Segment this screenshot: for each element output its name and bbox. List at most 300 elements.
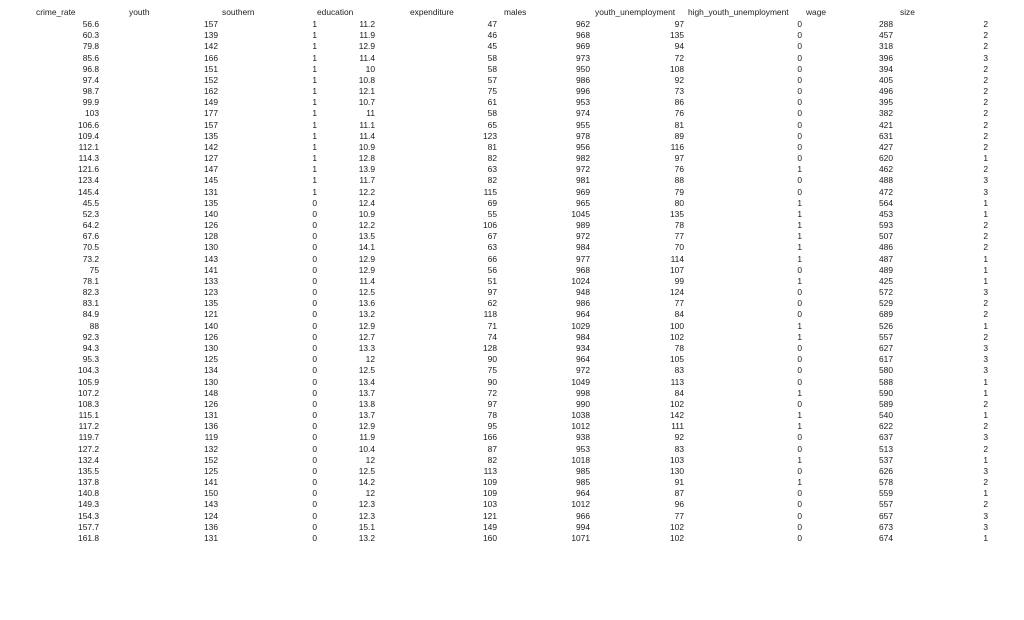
cell-high-youth-unemployment: 1 [797, 242, 802, 253]
cell-expenditure: 109 [483, 477, 497, 488]
cell-expenditure: 66 [487, 253, 497, 264]
cell-youth: 136 [204, 521, 218, 532]
cell-youth: 125 [204, 465, 218, 476]
cell-youth: 130 [204, 242, 218, 253]
cell-education: 10.4 [358, 443, 375, 454]
cell-males: 989 [576, 220, 590, 231]
cell-expenditure: 69 [487, 197, 497, 208]
table-row [0, 254, 1024, 265]
cell-wage: 564 [879, 197, 893, 208]
cell-wage: 620 [879, 153, 893, 164]
cell-size: 3 [983, 354, 988, 365]
cell-youth: 152 [204, 454, 218, 465]
cell-high-youth-unemployment: 0 [797, 488, 802, 499]
cell-crime-rate: 52.3 [82, 208, 99, 219]
cell-crime-rate: 115.1 [78, 410, 99, 421]
cell-males: 1038 [571, 410, 590, 421]
cell-expenditure: 166 [483, 432, 497, 443]
cell-youth: 119 [204, 432, 218, 443]
cell-high-youth-unemployment: 0 [797, 175, 802, 186]
cell-education: 11.2 [359, 19, 375, 29]
table-row [0, 142, 1024, 153]
cell-size: 2 [983, 119, 988, 130]
cell-wage: 580 [879, 365, 893, 376]
cell-expenditure: 81 [487, 141, 497, 152]
cell-high-youth-unemployment: 0 [797, 298, 802, 309]
cell-males: 982 [576, 153, 590, 164]
cell-high-youth-unemployment: 0 [797, 30, 802, 41]
cell-southern: 1 [312, 130, 317, 141]
cell-high-youth-unemployment: 0 [797, 532, 802, 543]
cell-expenditure: 58 [487, 52, 497, 63]
cell-youth-unemployment: 87 [674, 488, 684, 499]
cell-southern: 1 [312, 63, 317, 74]
cell-wage: 488 [879, 175, 893, 186]
cell-youth: 143 [204, 499, 218, 510]
cell-education: 12.9 [358, 421, 375, 432]
cell-southern: 0 [312, 387, 317, 398]
cell-expenditure: 87 [487, 443, 497, 454]
table-row [0, 477, 1024, 488]
table-row [0, 86, 1024, 97]
table-row [0, 499, 1024, 510]
cell-youth: 162 [204, 86, 218, 97]
cell-males: 984 [576, 242, 590, 253]
cell-size: 2 [983, 108, 988, 119]
cell-southern: 0 [312, 264, 317, 275]
cell-education: 13.8 [358, 398, 375, 409]
cell-size: 2 [983, 220, 988, 231]
cell-expenditure: 62 [487, 298, 497, 309]
cell-wage: 462 [879, 164, 893, 175]
cell-youth: 157 [204, 19, 218, 29]
cell-size: 1 [983, 532, 988, 543]
cell-youth: 131 [204, 186, 218, 197]
cell-youth: 143 [204, 253, 218, 264]
cell-southern: 0 [312, 465, 317, 476]
cell-crime-rate: 109.4 [78, 130, 99, 141]
cell-males: 969 [576, 41, 590, 52]
cell-education: 13.5 [358, 231, 375, 242]
cell-crime-rate: 132.4 [78, 454, 99, 465]
table-row [0, 432, 1024, 443]
cell-males: 1012 [571, 421, 590, 432]
cell-crime-rate: 99.9 [82, 97, 99, 108]
cell-education: 10.7 [358, 97, 375, 108]
cell-expenditure: 58 [487, 63, 497, 74]
cell-education: 12.9 [358, 253, 375, 264]
cell-size: 3 [983, 342, 988, 353]
cell-males: 996 [576, 86, 590, 97]
cell-education: 12.9 [358, 320, 375, 331]
cell-wage: 540 [879, 410, 893, 421]
cell-wage: 425 [879, 275, 893, 286]
cell-size: 2 [983, 97, 988, 108]
cell-expenditure: 109 [483, 488, 497, 499]
table-row [0, 131, 1024, 142]
cell-youth: 126 [204, 331, 218, 342]
header-males: males [504, 7, 527, 17]
cell-males: 962 [576, 19, 590, 29]
cell-high-youth-unemployment: 0 [797, 19, 802, 29]
cell-youth: 132 [204, 443, 218, 454]
cell-crime-rate: 104.3 [78, 365, 99, 376]
cell-wage: 559 [879, 488, 893, 499]
cell-males: 1018 [571, 454, 590, 465]
cell-males: 956 [576, 141, 590, 152]
cell-males: 966 [576, 510, 590, 521]
cell-youth-unemployment: 116 [670, 141, 684, 152]
cell-crime-rate: 119.7 [78, 432, 99, 443]
cell-high-youth-unemployment: 0 [797, 365, 802, 376]
cell-southern: 0 [312, 253, 317, 264]
cell-males: 986 [576, 298, 590, 309]
cell-expenditure: 82 [487, 454, 497, 465]
table-row [0, 30, 1024, 41]
table-row [0, 209, 1024, 220]
cell-males: 950 [576, 63, 590, 74]
table-row [0, 287, 1024, 298]
cell-youth-unemployment: 76 [674, 164, 684, 175]
cell-youth-unemployment: 79 [674, 186, 684, 197]
cell-crime-rate: 135.5 [78, 465, 99, 476]
cell-size: 2 [983, 74, 988, 85]
cell-southern: 1 [312, 164, 317, 175]
cell-southern: 0 [312, 197, 317, 208]
cell-youth-unemployment: 135 [670, 30, 684, 41]
cell-crime-rate: 98.7 [82, 86, 99, 97]
cell-high-youth-unemployment: 0 [797, 499, 802, 510]
cell-males: 978 [576, 130, 590, 141]
cell-youth-unemployment: 73 [674, 86, 684, 97]
cell-southern: 0 [312, 298, 317, 309]
cell-youth: 135 [204, 197, 218, 208]
table-row [0, 75, 1024, 86]
cell-youth: 134 [204, 365, 218, 376]
cell-males: 1045 [571, 208, 590, 219]
cell-youth: 131 [204, 410, 218, 421]
cell-education: 12.9 [358, 41, 375, 52]
cell-size: 1 [983, 454, 988, 465]
cell-crime-rate: 60.3 [82, 30, 99, 41]
cell-education: 13.7 [358, 387, 375, 398]
cell-youth-unemployment: 78 [674, 220, 684, 231]
cell-expenditure: 97 [487, 398, 497, 409]
cell-youth: 147 [204, 164, 218, 175]
cell-crime-rate: 107.2 [78, 387, 99, 398]
cell-males: 1071 [571, 532, 590, 543]
cell-size: 1 [983, 410, 988, 421]
cell-crime-rate: 94.3 [82, 342, 99, 353]
cell-youth-unemployment: 70 [674, 242, 684, 253]
cell-expenditure: 121 [483, 510, 497, 521]
cell-expenditure: 71 [487, 320, 497, 331]
cell-males: 964 [576, 354, 590, 365]
cell-size: 2 [983, 398, 988, 409]
cell-southern: 0 [312, 410, 317, 421]
cell-education: 12.3 [358, 499, 375, 510]
cell-education: 12 [365, 454, 375, 465]
cell-youth: 135 [204, 130, 218, 141]
table-row [0, 108, 1024, 119]
cell-youth-unemployment: 130 [670, 465, 684, 476]
cell-expenditure: 82 [487, 153, 497, 164]
cell-southern: 1 [312, 41, 317, 52]
cell-wage: 507 [879, 231, 893, 242]
table-row [0, 511, 1024, 522]
cell-size: 2 [983, 331, 988, 342]
cell-males: 998 [576, 387, 590, 398]
cell-wage: 382 [879, 108, 893, 119]
cell-high-youth-unemployment: 0 [797, 342, 802, 353]
table-row [0, 354, 1024, 365]
cell-youth: 135 [204, 298, 218, 309]
cell-expenditure: 78 [487, 410, 497, 421]
cell-size: 2 [983, 298, 988, 309]
cell-size: 2 [983, 41, 988, 52]
cell-youth-unemployment: 77 [674, 298, 684, 309]
cell-males: 955 [576, 119, 590, 130]
cell-southern: 0 [312, 275, 317, 286]
table-row [0, 97, 1024, 108]
cell-males: 968 [576, 264, 590, 275]
cell-high-youth-unemployment: 0 [797, 63, 802, 74]
cell-expenditure: 47 [487, 19, 497, 29]
cell-youth-unemployment: 142 [670, 410, 684, 421]
table-row [0, 153, 1024, 164]
cell-males: 953 [576, 97, 590, 108]
cell-size: 3 [983, 521, 988, 532]
cell-high-youth-unemployment: 0 [797, 376, 802, 387]
cell-wage: 626 [879, 465, 893, 476]
cell-males: 1049 [571, 376, 590, 387]
cell-high-youth-unemployment: 0 [797, 141, 802, 152]
cell-education: 12.5 [358, 365, 375, 376]
cell-southern: 0 [312, 499, 317, 510]
cell-education: 11 [366, 108, 375, 119]
cell-size: 3 [983, 465, 988, 476]
cell-southern: 0 [312, 421, 317, 432]
header-wage: wage [806, 7, 827, 17]
cell-crime-rate: 79.8 [82, 41, 99, 52]
cell-high-youth-unemployment: 1 [797, 477, 802, 488]
cell-youth: 139 [204, 30, 218, 41]
table-row [0, 231, 1024, 242]
cell-education: 12.9 [358, 264, 375, 275]
cell-crime-rate: 67.6 [82, 231, 99, 242]
cell-youth: 133 [204, 275, 218, 286]
cell-crime-rate: 161.8 [78, 532, 99, 543]
cell-crime-rate: 105.9 [78, 376, 99, 387]
cell-size: 1 [983, 320, 988, 331]
table-row [0, 488, 1024, 499]
cell-expenditure: 75 [487, 86, 497, 97]
cell-high-youth-unemployment: 1 [797, 387, 802, 398]
cell-youth-unemployment: 92 [674, 74, 684, 85]
cell-males: 972 [576, 365, 590, 376]
cell-southern: 0 [312, 488, 317, 499]
cell-youth-unemployment: 97 [674, 19, 684, 29]
cell-high-youth-unemployment: 0 [797, 432, 802, 443]
cell-youth-unemployment: 89 [674, 130, 684, 141]
cell-males: 981 [576, 175, 590, 186]
cell-size: 1 [983, 197, 988, 208]
cell-wage: 457 [879, 30, 893, 41]
cell-youth-unemployment: 102 [670, 532, 684, 543]
cell-crime-rate: 140.8 [78, 488, 99, 499]
cell-crime-rate: 95.3 [82, 354, 99, 365]
table-row [0, 388, 1024, 399]
cell-wage: 588 [879, 376, 893, 387]
cell-high-youth-unemployment: 0 [797, 309, 802, 320]
cell-southern: 1 [312, 30, 317, 41]
cell-southern: 0 [312, 443, 317, 454]
cell-males: 984 [576, 331, 590, 342]
cell-wage: 405 [879, 74, 893, 85]
cell-youth: 142 [204, 41, 218, 52]
cell-wage: 513 [879, 443, 893, 454]
cell-expenditure: 103 [483, 499, 497, 510]
cell-youth: 140 [204, 320, 218, 331]
cell-high-youth-unemployment: 0 [797, 354, 802, 365]
cell-youth-unemployment: 84 [674, 309, 684, 320]
cell-crime-rate: 45.5 [82, 197, 99, 208]
cell-crime-rate: 92.3 [82, 331, 99, 342]
cell-education: 13.6 [358, 298, 375, 309]
cell-education: 12.5 [358, 287, 375, 298]
cell-youth: 151 [204, 63, 218, 74]
cell-youth: 125 [204, 354, 218, 365]
cell-youth: 157 [204, 119, 218, 130]
cell-education: 12.3 [358, 510, 375, 521]
cell-youth-unemployment: 72 [674, 52, 684, 63]
cell-high-youth-unemployment: 0 [797, 398, 802, 409]
cell-youth-unemployment: 97 [674, 153, 684, 164]
cell-youth: 126 [204, 398, 218, 409]
cell-crime-rate: 70.5 [82, 242, 99, 253]
table-row [0, 265, 1024, 276]
cell-youth-unemployment: 77 [674, 231, 684, 242]
cell-expenditure: 75 [487, 365, 497, 376]
cell-expenditure: 46 [487, 30, 497, 41]
cell-southern: 0 [312, 432, 317, 443]
cell-youth: 145 [204, 175, 218, 186]
table-row [0, 19, 1024, 30]
cell-youth-unemployment: 76 [674, 108, 684, 119]
cell-size: 2 [983, 499, 988, 510]
cell-southern: 1 [312, 19, 317, 29]
cell-high-youth-unemployment: 0 [797, 186, 802, 197]
cell-youth: 123 [204, 287, 218, 298]
cell-size: 3 [983, 186, 988, 197]
table-row [0, 276, 1024, 287]
cell-southern: 1 [312, 108, 317, 119]
table-row [0, 309, 1024, 320]
cell-crime-rate: 64.2 [82, 220, 99, 231]
table-row [0, 421, 1024, 432]
cell-southern: 0 [312, 208, 317, 219]
cell-youth: 148 [204, 387, 218, 398]
cell-youth-unemployment: 78 [674, 342, 684, 353]
cell-youth-unemployment: 111 [671, 421, 684, 432]
cell-youth: 177 [204, 108, 218, 119]
cell-high-youth-unemployment: 1 [797, 164, 802, 175]
cell-expenditure: 90 [487, 354, 497, 365]
cell-wage: 421 [879, 119, 893, 130]
cell-expenditure: 51 [487, 275, 497, 286]
cell-males: 1012 [571, 499, 590, 510]
cell-wage: 673 [879, 521, 893, 532]
cell-youth-unemployment: 91 [674, 477, 684, 488]
cell-youth-unemployment: 80 [674, 197, 684, 208]
cell-youth: 131 [204, 532, 218, 543]
cell-youth-unemployment: 94 [674, 41, 684, 52]
cell-youth-unemployment: 81 [674, 119, 684, 130]
cell-males: 974 [576, 108, 590, 119]
cell-size: 3 [983, 510, 988, 521]
cell-males: 985 [576, 477, 590, 488]
cell-crime-rate: 108.3 [78, 398, 99, 409]
cell-youth-unemployment: 100 [670, 320, 684, 331]
table-row [0, 466, 1024, 477]
cell-youth: 136 [204, 421, 218, 432]
cell-youth: 130 [204, 342, 218, 353]
cell-crime-rate: 88 [89, 320, 99, 331]
cell-wage: 627 [879, 342, 893, 353]
cell-wage: 396 [879, 52, 893, 63]
cell-size: 1 [983, 488, 988, 499]
cell-education: 12.8 [358, 153, 375, 164]
cell-southern: 0 [312, 521, 317, 532]
cell-youth: 142 [204, 141, 218, 152]
cell-southern: 0 [312, 287, 317, 298]
table-row [0, 198, 1024, 209]
cell-size: 2 [983, 86, 988, 97]
cell-youth-unemployment: 102 [670, 398, 684, 409]
cell-high-youth-unemployment: 1 [797, 331, 802, 342]
cell-expenditure: 63 [487, 242, 497, 253]
cell-expenditure: 65 [487, 119, 497, 130]
header-youth: youth [129, 7, 150, 17]
cell-expenditure: 55 [487, 208, 497, 219]
cell-southern: 0 [312, 477, 317, 488]
cell-education: 13.7 [358, 410, 375, 421]
cell-males: 986 [576, 74, 590, 85]
cell-southern: 0 [312, 398, 317, 409]
cell-expenditure: 57 [487, 74, 497, 85]
cell-crime-rate: 97.4 [82, 74, 99, 85]
cell-crime-rate: 73.2 [82, 253, 99, 264]
table-row [0, 242, 1024, 253]
cell-youth: 166 [204, 52, 218, 63]
cell-crime-rate: 114.3 [78, 153, 99, 164]
cell-southern: 1 [312, 186, 317, 197]
cell-crime-rate: 84.9 [82, 309, 99, 320]
cell-size: 2 [983, 63, 988, 74]
cell-education: 12.7 [358, 331, 375, 342]
cell-expenditure: 123 [483, 130, 497, 141]
cell-southern: 0 [312, 331, 317, 342]
cell-expenditure: 128 [483, 342, 497, 353]
header-size: size [900, 7, 915, 17]
cell-wage: 489 [879, 264, 893, 275]
cell-southern: 1 [312, 141, 317, 152]
cell-wage: 288 [879, 19, 893, 29]
cell-youth-unemployment: 135 [670, 208, 684, 219]
cell-youth: 149 [204, 97, 218, 108]
cell-wage: 453 [879, 208, 893, 219]
table-row [0, 53, 1024, 64]
